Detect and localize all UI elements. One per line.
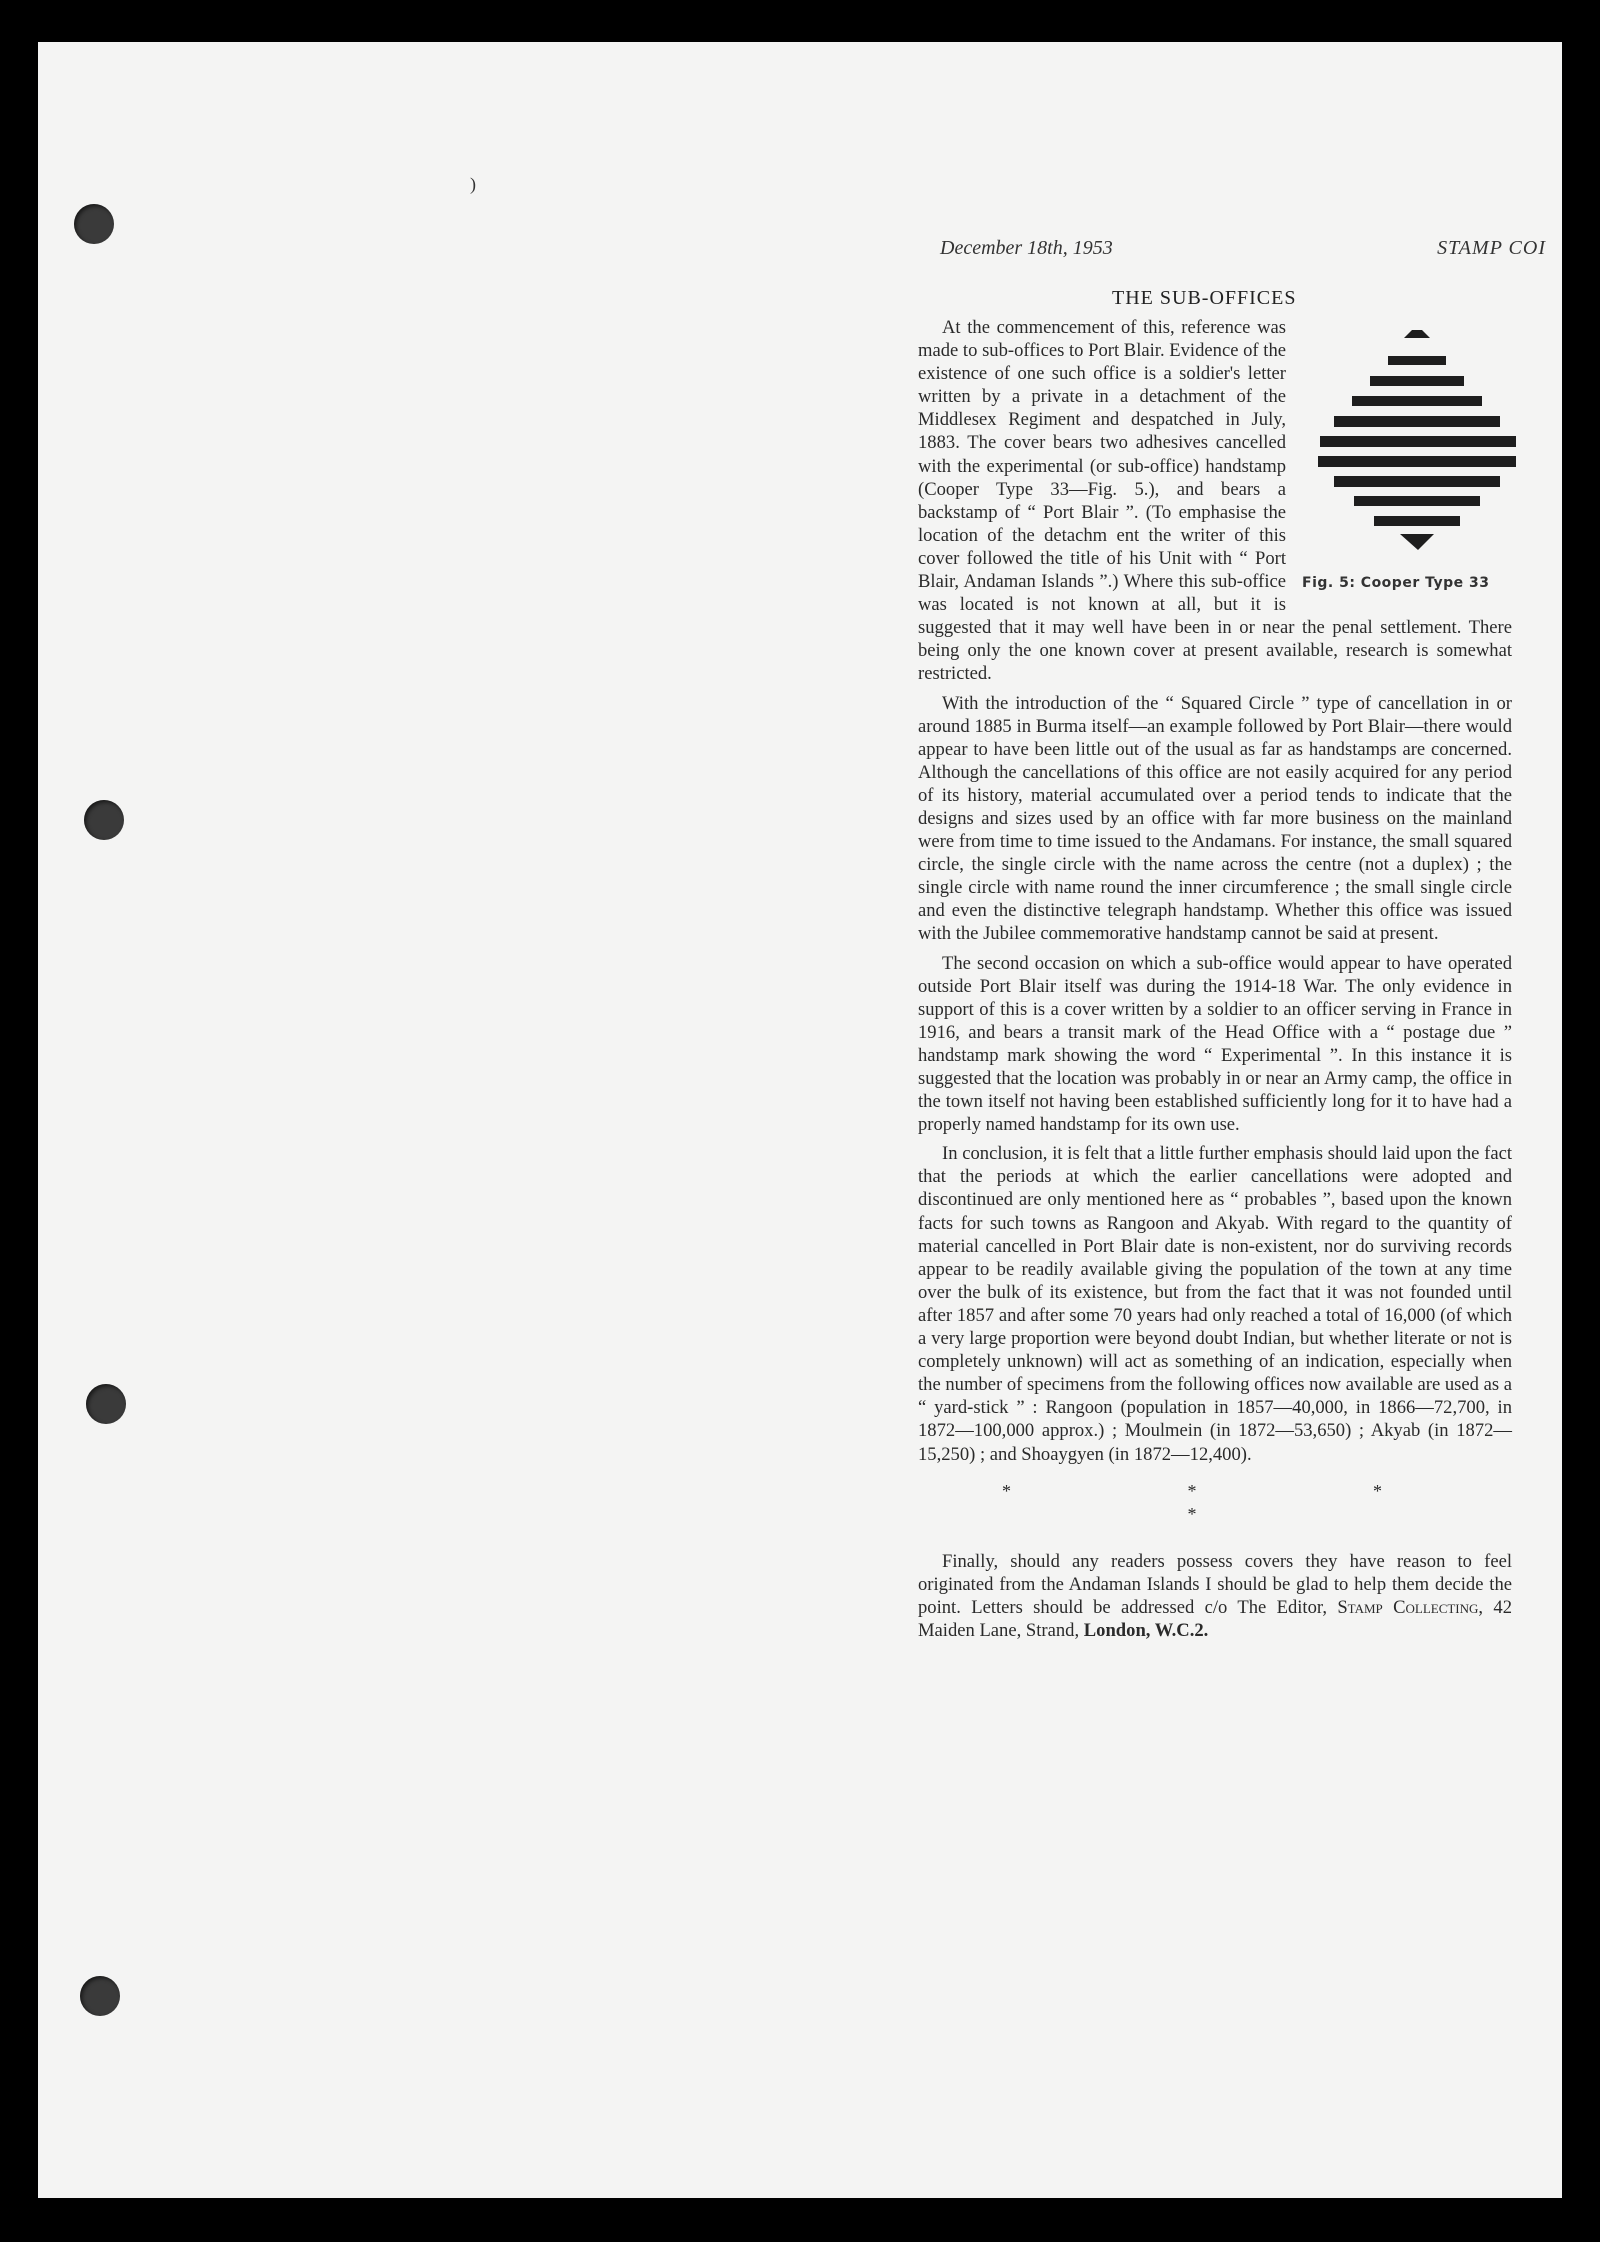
diamond-barred-handstamp-icon	[1314, 326, 1520, 566]
header-magazine: STAMP COI	[1437, 237, 1546, 259]
section-separator: * * * *	[1002, 1480, 1468, 1524]
page-header	[940, 237, 1546, 267]
closing-text: Finally, should any readers possess covers they have reason to feel originated from the Andaman Islands I should be glad to help them decide the point. Letters should be addressed c/o The Editor,	[918, 1550, 1512, 1618]
paragraph: With the introduction of the “ Squared Circle ” type of cancellation in or around 1885 in Burma itself—an example followed by Port Blair—there would appear to have been little out of the usual as far as handstamps are concerned. Although the cancellations of this office are not easily acquired for any period of its history, material accumulated over a period tends to indicate that the designs and sizes used by an office with far more business on the mainland were from time to time issued to the Andamans. For instance, the small squared circle, the single circle with the name across the centre (not a duplex) ; the single circle with name round the inner circumference ; the small single circle and even the distinctive telegraph handstamp. Whether this office was issued with the Jubilee commemorative handstamp cannot be said at present.	[918, 692, 1512, 945]
punch-hole	[74, 204, 114, 244]
punch-hole	[80, 1976, 120, 2016]
margin-mark: )	[470, 174, 476, 194]
figure-5	[1294, 316, 1520, 606]
section-title: THE SUB-OFFICES	[1112, 287, 1297, 309]
address-line-1: 42 Maiden Lane, Strand,	[918, 1596, 1512, 1642]
paragraph: The second occasion on which a sub-office would appear to have operated outside Port Blair itself was during the 1914-18 War. The only evidence in support of this is a cover written by a soldier to an officer serving in France in 1916, and bears a transit mark of the Head Office with a “ postage due ” handstamp mark showing the word “ Experimental ”. In this instance it is suggested that the location was probably in or near an Army camp, the office in the town itself not having been established sufficiently long for it to have had a properly named handstamp for its own use.	[918, 952, 1512, 1136]
paragraph: In conclusion, it is felt that a little further emphasis should laid upon the fact that the periods at which the earlier cancellations were adopted and discontinued are only mentioned here as “ probables ”, based upon the known facts for such towns as Rangoon and Akyab. With regard to the quantity of material cancelled in Port Blair date is non-existent, nor do surviving records appear to be readily available giving the population of the town at any time over the bulk of its existence, but from the fact that it was not founded until after 1857 and after some 70 years had only reached a total of 16,000 (of which a very large proportion were beyond doubt Indian, but whether literate or not is completely unknown) will act as something of an indication, especially when the number of specimens from the following offices now available are used as a “ yard-stick ” : Rangoon (population in 1857—40,000, in 1866—72,700, in 1872—100,000 approx.) ; Moulmein (in 1872—53,650) ; Akyab (in 1872—15,250) ; and Shoaygyen (in 1872—12,400).	[918, 1143, 1512, 1465]
closing-paragraph	[918, 1550, 1512, 1642]
article-column	[918, 316, 1512, 1648]
punch-hole	[86, 1384, 126, 1424]
publication-name: Stamp Collecting,	[1337, 1596, 1484, 1618]
punch-hole	[84, 800, 124, 840]
address-line-2: London, W.C.2.	[1083, 1620, 1209, 1642]
paragraph: At the commencement of this, reference was made to sub-offices to Port Blair. Evidence of the existence of one such office is a soldier's letter written by a private in a detachment of the Middlesex Regiment and despatched in July, 1883. The cover bears two adhesives cancelled with the experimental (or sub-office) handstamp (Cooper Type 33—Fig. 5.), and bears a backstamp of “ Port Blair ”. (To emphasise the location of the detachm ent the writer of this cover followed the title of his Unit with “ Port Blair, Andaman Islands ”.) Where this sub-office was located is not known at all, but it is suggested that it may well have been in or near the penal settlement. There being only the one known cover at present available, research is somewhat restricted.	[918, 317, 1512, 685]
figure-caption: Fig. 5: Cooper Type 33	[1302, 575, 1490, 591]
header-date: December 18th, 1953	[940, 237, 1113, 259]
